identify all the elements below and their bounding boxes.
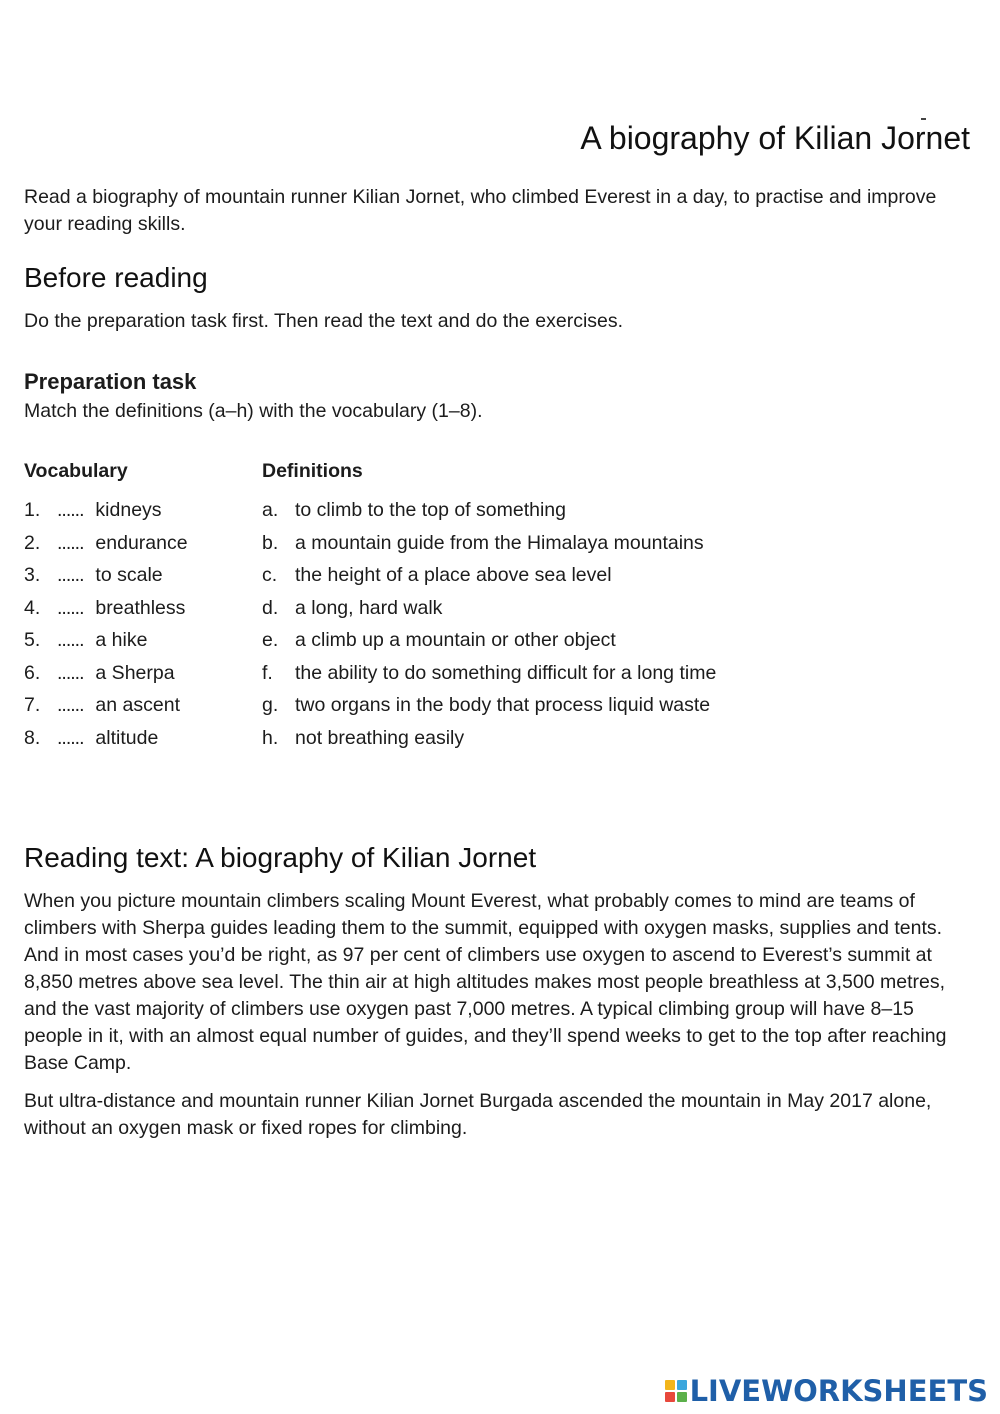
- definition-text: the height of a place above sea level: [295, 564, 612, 586]
- answer-blank[interactable]: ......: [57, 629, 84, 651]
- item-number: 1.: [24, 499, 41, 521]
- item-number: 7.: [24, 694, 41, 716]
- definition-letter: b.: [262, 531, 279, 554]
- vocabulary-word: a Sherpa: [95, 661, 175, 684]
- definition-item: [262, 497, 716, 530]
- vocabulary-list: [24, 497, 188, 757]
- vocabulary-item: [24, 530, 188, 563]
- answer-blank[interactable]: ......: [57, 661, 84, 684]
- vocabulary-heading: Vocabulary: [24, 460, 128, 482]
- definition-letter: e.: [262, 629, 279, 651]
- item-number: 2.: [24, 531, 41, 554]
- answer-blank[interactable]: ......: [57, 531, 84, 554]
- item-number: 6.: [24, 661, 41, 684]
- definition-item: [262, 660, 716, 693]
- logo-tile: [677, 1380, 687, 1390]
- definition-item: [262, 627, 716, 660]
- vocabulary-item: [24, 660, 188, 693]
- answer-blank[interactable]: ......: [57, 726, 84, 749]
- answer-blank[interactable]: ......: [57, 499, 84, 521]
- definition-letter: c.: [262, 564, 278, 586]
- before-reading-text: Do the preparation task first. Then read the text and do the exercises.: [24, 310, 624, 332]
- definition-text: a mountain guide from the Himalaya mountains: [295, 531, 704, 554]
- definition-text: the ability to do something difficult for a long time: [295, 661, 717, 684]
- answer-blank[interactable]: ......: [57, 596, 84, 619]
- definition-text: a long, hard walk: [295, 596, 443, 619]
- vocabulary-item: [24, 725, 188, 758]
- vocabulary-word: to scale: [95, 564, 163, 586]
- vocabulary-word: endurance: [95, 531, 188, 554]
- intro-text: Read a biography of mountain runner Kilian Jornet, who climbed Everest in a day, to practise and improve your reading skills.: [24, 186, 937, 235]
- liveworksheets-logo[interactable]: [665, 1374, 988, 1408]
- definition-text: to climb to the top of something: [295, 499, 566, 521]
- definitions-list: [262, 497, 716, 757]
- item-number: 8.: [24, 726, 41, 749]
- answer-blank[interactable]: ......: [57, 694, 84, 716]
- definition-letter: d.: [262, 596, 279, 619]
- page-title: A biography of Kilian Jornet: [580, 120, 970, 156]
- vocabulary-item: [24, 562, 188, 595]
- vocabulary-word: altitude: [95, 726, 159, 749]
- definition-text: not breathing easily: [295, 726, 465, 749]
- definition-item: [262, 725, 716, 758]
- definition-text: two organs in the body that process liquid waste: [295, 694, 711, 716]
- item-number: 3.: [24, 564, 41, 586]
- logo-tile: [677, 1392, 687, 1402]
- logo-tile: [665, 1392, 675, 1402]
- vocabulary-word: kidneys: [95, 499, 162, 521]
- logo-icon: [665, 1380, 687, 1402]
- definitions-heading: Definitions: [262, 460, 363, 482]
- item-number: 4.: [24, 596, 41, 619]
- vocabulary-item: [24, 627, 188, 660]
- definition-item: [262, 530, 716, 563]
- logo-tile: [665, 1380, 675, 1390]
- vocabulary-word: an ascent: [95, 694, 180, 716]
- vocabulary-item: [24, 595, 188, 628]
- reading-paragraph: When you picture mountain climbers scaling Mount Everest, what probably comes to mind are teams of climbers with Sherpa guides leading them to the summit, equipped with oxygen masks, supplies and tents. And in most cases you’d be right, as 97 per cent of climbers use oxygen to ascend to Everest’s summit at 8,850 metres above sea level. The thin air at high altitudes makes most people breathless at 3,500 metres, and the vast majority of climbers use oxygen past 7,000 metres. A typical climbing group will have 8–15 people in it, with an almost equal number of guides, and they’ll spend weeks to get to the top after reaching Base Camp.: [24, 890, 947, 1074]
- before-reading-heading: Before reading: [24, 262, 208, 293]
- reading-text-heading: Reading text: A biography of Kilian Jornet: [24, 842, 537, 873]
- vocabulary-word: breathless: [95, 596, 186, 619]
- reading-paragraph: But ultra-distance and mountain runner Kilian Jornet Burgada ascended the mountain in May 2017 alone, without an oxygen mask or fixed ropes for climbing.: [24, 1090, 932, 1139]
- definition-item: [262, 595, 716, 628]
- preparation-instruction: Match the definitions (a–h) with the vocabulary (1–8).: [24, 400, 483, 422]
- definition-letter: a.: [262, 499, 279, 521]
- definition-item: [262, 562, 716, 595]
- definition-text: a climb up a mountain or other object: [295, 629, 616, 651]
- definition-letter: g.: [262, 694, 279, 716]
- answer-blank[interactable]: ......: [57, 564, 84, 586]
- logo-text: LIVEWORKSHEETS: [689, 1374, 988, 1408]
- vocabulary-item: [24, 692, 188, 725]
- preparation-task-heading: Preparation task: [24, 369, 197, 394]
- definition-letter: h.: [262, 726, 279, 749]
- definition-item: [262, 692, 716, 725]
- vocabulary-word: a hike: [95, 629, 148, 651]
- vocabulary-item: [24, 497, 188, 530]
- definition-letter: f.: [262, 661, 273, 684]
- item-number: 5.: [24, 629, 41, 651]
